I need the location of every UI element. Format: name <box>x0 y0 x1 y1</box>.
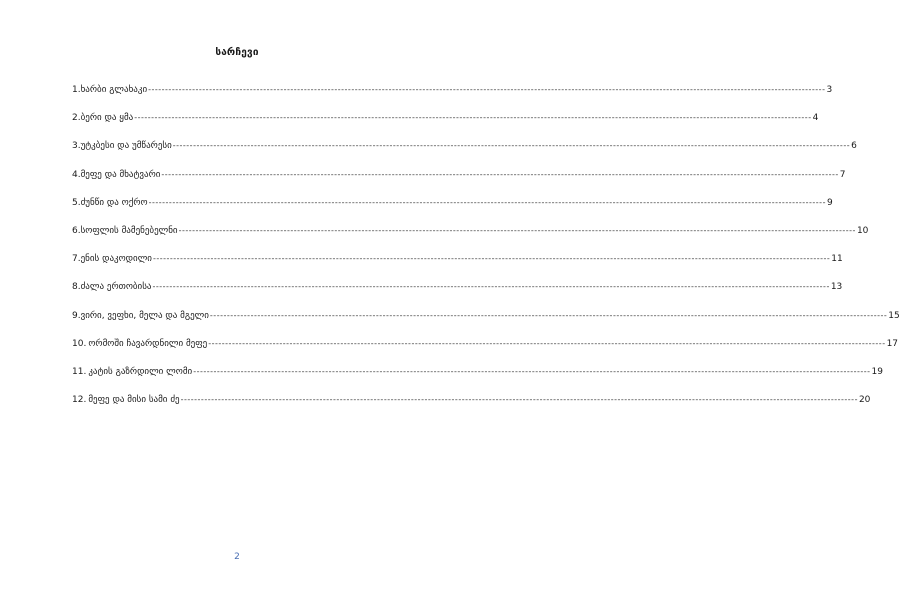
toc-dot-leader: -------------------------------------------------------------------------------------------------------------------------------------------------------------------------------------------------------- <box>152 282 830 292</box>
toc-entry-page: 20 <box>858 395 871 406</box>
toc-entry-title: მეფე და მისი სამი ძე <box>88 395 180 406</box>
toc-entry-page: 10 <box>856 225 869 236</box>
toc-entry-title: ენის დაკოდილი <box>80 254 152 265</box>
toc-entry-number: 1. <box>72 85 81 95</box>
toc-entry-page: 7 <box>839 169 846 180</box>
toc-entry[interactable] <box>72 337 899 365</box>
toc-entry[interactable] <box>72 224 869 252</box>
toc-dot-leader: -------------------------------------------------------------------------------------------------------------------------------------------------------------------------------------------------------- <box>180 395 858 405</box>
toc-entry-title: ხარბი გლახაკი <box>80 85 148 95</box>
toc-entry[interactable] <box>72 168 846 196</box>
toc-entry-page: 9 <box>826 197 833 208</box>
toc-entry-title: ძალა ერთობისა <box>80 282 152 293</box>
toc-entry[interactable] <box>72 393 871 421</box>
toc-entry-number: 12. <box>72 395 87 406</box>
toc-entry[interactable] <box>72 139 857 167</box>
toc-dot-leader: -------------------------------------------------------------------------------------------------------------------------------------------------------------------------------------------------------- <box>161 169 839 179</box>
toc-entry-title: ვირი, ვეფხი, მელა და მგელი <box>80 310 209 321</box>
toc-entry-title: უტკბესი და უმწარესი <box>80 141 172 152</box>
toc-entry[interactable] <box>72 111 819 139</box>
toc-entry[interactable] <box>72 365 883 393</box>
toc-dot-leader: -------------------------------------------------------------------------------------------------------------------------------------------------------------------------------------------------------- <box>148 85 826 94</box>
table-of-contents <box>72 83 900 421</box>
toc-entry[interactable] <box>72 280 843 308</box>
toc-entry[interactable] <box>72 252 843 280</box>
toc-entry-page: 19 <box>871 366 883 377</box>
toc-entry-page: 3 <box>826 85 833 95</box>
toc-dot-leader: -------------------------------------------------------------------------------------------------------------------------------------------------------------------------------------------------------- <box>178 225 856 235</box>
toc-entry-number: 7. <box>72 254 81 265</box>
toc-entry-title: ორმოში ჩავარდნილი მეფე <box>88 338 208 349</box>
toc-entry-page: 17 <box>886 338 899 349</box>
toc-entry-title: სოფლის მამენებელნი <box>80 225 178 236</box>
toc-entry-number: 2. <box>72 113 81 124</box>
toc-dot-leader: -------------------------------------------------------------------------------------------------------------------------------------------------------------------------------------------------------- <box>148 197 826 207</box>
toc-dot-leader: -------------------------------------------------------------------------------------------------------------------------------------------------------------------------------------------------------- <box>209 310 888 320</box>
toc-entry-page: 6 <box>851 141 857 152</box>
toc-entry-number: 11. <box>72 366 87 377</box>
toc-entry-title: ბერი და ყმა <box>80 113 134 124</box>
toc-entry-number: 9. <box>72 310 81 321</box>
page-number: 2 <box>234 552 240 562</box>
toc-entry-number: 4. <box>72 169 81 180</box>
toc-entry-page: 11 <box>831 254 843 265</box>
toc-entry[interactable] <box>72 309 900 337</box>
toc-entry-title: ძუნწი და ოქრო <box>80 197 148 208</box>
toc-dot-leader: -------------------------------------------------------------------------------------------------------------------------------------------------------------------------------------------------------- <box>208 338 886 348</box>
toc-entry-page: 13 <box>830 282 843 293</box>
toc-entry-title: კატის გაზრდილი ლომი <box>88 366 193 377</box>
toc-entry[interactable] <box>72 83 833 111</box>
toc-entry-page: 15 <box>888 310 900 321</box>
toc-entry-number: 3. <box>72 141 81 152</box>
toc-dot-leader: -------------------------------------------------------------------------------------------------------------------------------------------------------------------------------------------------------- <box>152 254 831 264</box>
toc-entry[interactable] <box>72 196 833 224</box>
toc-entry-number: 10. <box>72 338 87 349</box>
toc-dot-leader: -------------------------------------------------------------------------------------------------------------------------------------------------------------------------------------------------------- <box>193 366 871 376</box>
toc-dot-leader: -------------------------------------------------------------------------------------------------------------------------------------------------------------------------------------------------------- <box>134 113 812 123</box>
toc-entry-number: 8. <box>72 282 81 293</box>
toc-entry-number: 5. <box>72 197 81 208</box>
toc-entry-number: 6. <box>72 225 81 236</box>
toc-entry-page: 4 <box>812 113 819 124</box>
page-title: სარჩევი <box>215 47 259 58</box>
toc-dot-leader: -------------------------------------------------------------------------------------------------------------------------------------------------------------------------------------------------------- <box>172 141 851 151</box>
toc-entry-title: მეფე და მხატვარი <box>80 169 161 180</box>
